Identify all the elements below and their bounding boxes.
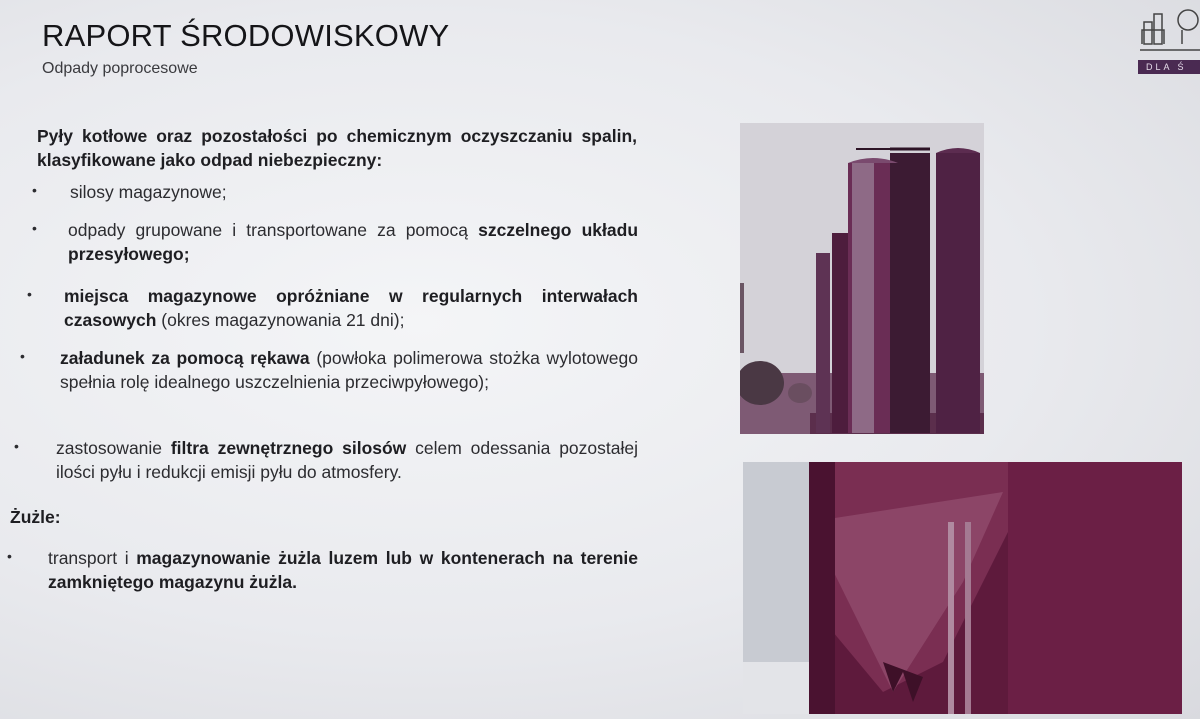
bullet-text: transport i <box>48 548 137 568</box>
bullet-bold: szczelnego układu przesyłowego; <box>68 220 639 264</box>
bullet-text: (okres magazynowania 21 dni); <box>156 310 405 330</box>
slag-heading <box>10 505 210 529</box>
bullet-silos <box>70 180 638 204</box>
silos-photo <box>740 123 984 434</box>
bullet-bold: miejsca magazynowe opróżniane w regularnych interwałach czasowych <box>64 286 638 330</box>
page-subtitle: Odpady poprocesowe <box>42 60 198 77</box>
bullet-slag <box>48 546 638 594</box>
bullet-bold: magazynowanie żużla luzem lub w kontenerach na terenie zamkniętego magazynu żużla. <box>48 548 638 592</box>
page-title: RAPORT ŚRODOWISKOWY <box>42 18 450 53</box>
bullet-marker: • <box>20 348 25 364</box>
slag-heading-text: Żużle: <box>10 507 61 527</box>
bullet-transport <box>68 218 638 266</box>
bullet-bold: filtra zewnętrznego silosów <box>170 438 407 458</box>
bullet-storage <box>64 284 638 332</box>
bullet-text: (powłoka polimerowa stożka wylotowego spełnia rolę idealnego uszczelnienia przeciwpyłowego); <box>60 348 638 392</box>
bullet-loading <box>60 346 638 394</box>
bullet-filter <box>56 436 638 484</box>
bullet-text: zastosowanie <box>56 438 171 458</box>
bullet-text: silosy magazynowe; <box>70 182 227 202</box>
bullet-bold: załadunek za pomocą rękawa <box>60 348 310 368</box>
bullet-text: celem odessania pozostałej ilości pyłu i redukcji emisji pyłu do atmosfery. <box>56 438 638 482</box>
intro-text: Pyły kotłowe oraz pozostałości po chemicznym oczyszczaniu spalin, klasyfikowane jako odpad niebezpieczny: <box>37 126 637 170</box>
bullet-marker: • <box>7 548 12 564</box>
conveyor-photo <box>743 462 1182 714</box>
bullet-marker: • <box>32 182 37 198</box>
company-logo <box>1138 0 1200 80</box>
bullet-marker: • <box>32 220 37 236</box>
factory-icon <box>1138 0 1200 58</box>
intro-paragraph <box>37 124 637 172</box>
bullet-marker: • <box>14 438 19 454</box>
bullet-marker: • <box>27 286 32 302</box>
logo-strip: DLA Ś <box>1138 60 1200 74</box>
bullet-text: odpady grupowane i transportowane za pomocą <box>68 220 479 240</box>
